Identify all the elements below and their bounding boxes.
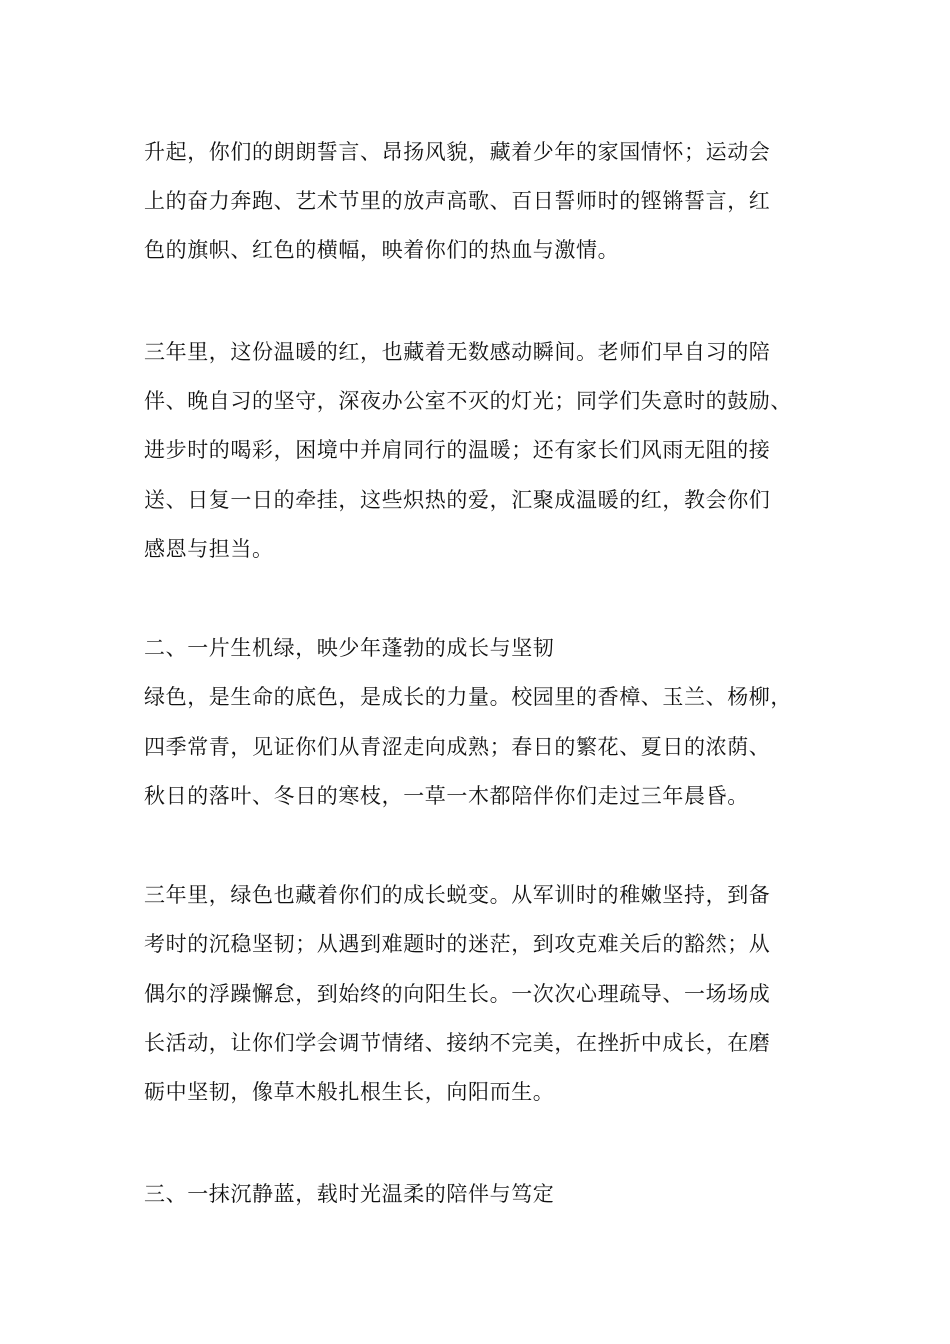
paragraph-1-line-2: 上的奋力奔跑、艺术节里的放声高歌、百日誓师时的铿锵誓言，红	[144, 189, 771, 213]
paragraph-3-line-3: 秋日的落叶、冬日的寒枝，一草一木都陪伴你们走过三年晨昏。	[144, 784, 749, 808]
paragraph-4-line-5: 砺中坚韧，像草木般扎根生长，向阳而生。	[144, 1080, 555, 1104]
paragraph-4-line-4: 长活动，让你们学会调节情绪、接纳不完美，在挫折中成长，在磨	[144, 1031, 771, 1055]
paragraph-2-line-2: 伴、晚自习的坚守，深夜办公室不灭的灯光；同学们失意时的鼓励、	[144, 389, 792, 413]
paragraph-4-line-1: 三年里，绿色也藏着你们的成长蜕变。从军训时的稚嫩坚持，到备	[144, 883, 771, 907]
paragraph-3-line-1: 绿色，是生命的底色，是成长的力量。校园里的香樟、玉兰、杨柳，	[144, 685, 792, 709]
paragraph-2-line-4: 送、日复一日的牵挂，这些炽热的爱，汇聚成温暖的红，教会你们	[144, 488, 771, 512]
paragraph-4-line-3: 偶尔的浮躁懈怠，到始终的向阳生长。一次次心理疏导、一场场成	[144, 982, 771, 1006]
paragraph-2-line-3: 进步时的喝彩，困境中并肩同行的温暖；还有家长们风雨无阻的接	[144, 438, 771, 462]
paragraph-4-line-2: 考时的沉稳坚韧；从遇到难题时的迷茫，到攻克难关后的豁然；从	[144, 932, 771, 956]
section-heading-3: 三、一抹沉静蓝，载时光温柔的陪伴与笃定	[144, 1182, 555, 1206]
paragraph-1-line-1: 升起，你们的朗朗誓言、昂扬风貌，藏着少年的家国情怀；运动会	[144, 140, 771, 164]
paragraph-2-line-5: 感恩与担当。	[144, 537, 274, 561]
paragraph-1-line-3: 色的旗帜、红色的横幅，映着你们的热血与激情。	[144, 238, 620, 262]
section-heading-2: 二、一片生机绿，映少年蓬勃的成长与坚韧	[144, 636, 555, 660]
paragraph-3-line-2: 四季常青，见证你们从青涩走向成熟；春日的繁花、夏日的浓荫、	[144, 735, 771, 759]
paragraph-2-line-1: 三年里，这份温暖的红，也藏着无数感动瞬间。老师们早自习的陪	[144, 340, 771, 364]
